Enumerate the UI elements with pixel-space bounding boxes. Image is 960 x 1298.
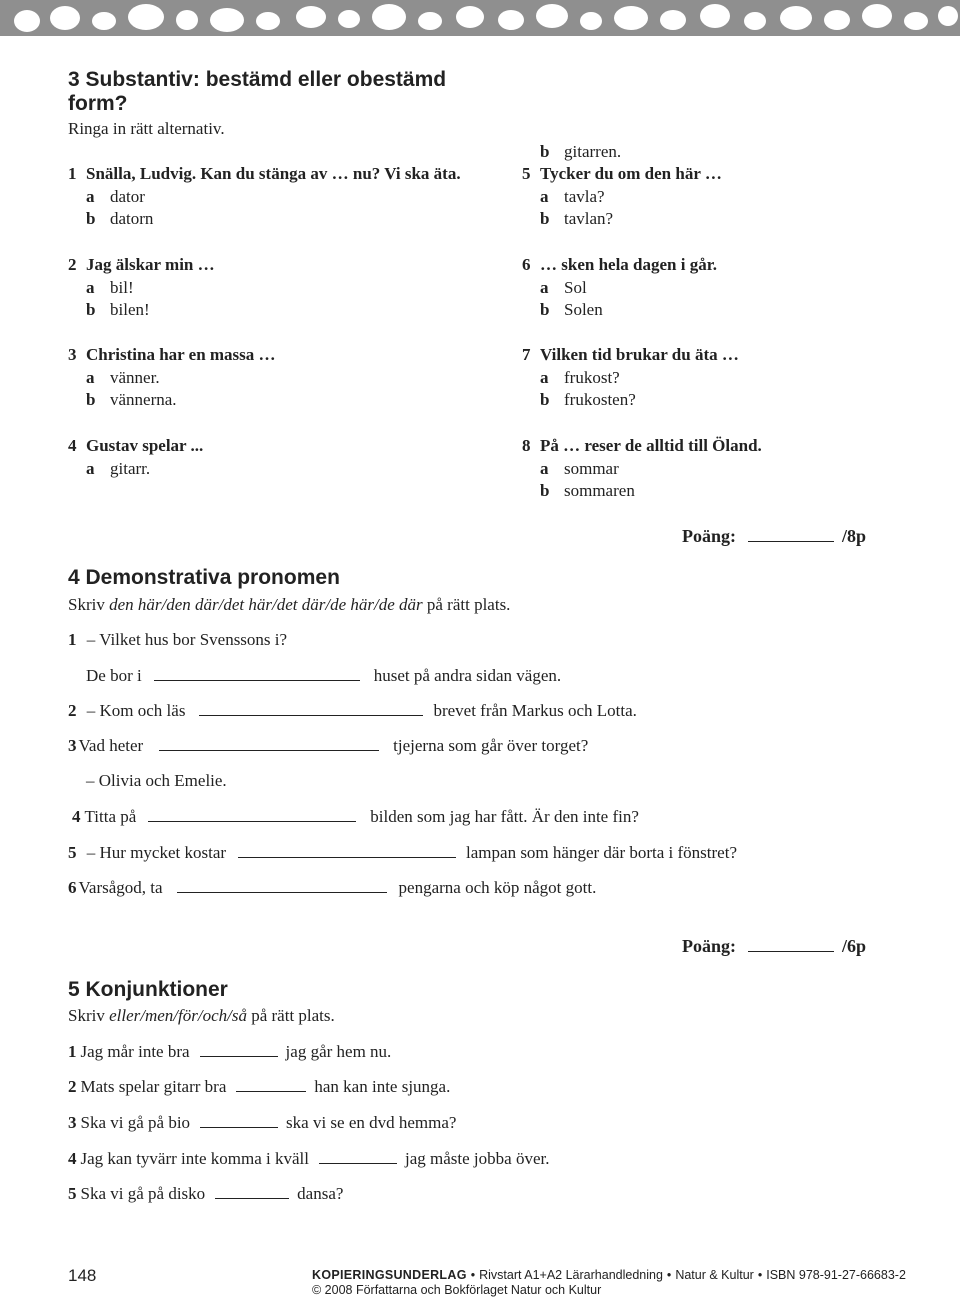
pebble-decoration (660, 10, 686, 30)
section3-heading: 3 Substantiv: bestämd eller obestämd (68, 68, 447, 91)
section4-instruction (68, 595, 510, 615)
item-text: bilden som jag har fått. Är den inte fin? (370, 807, 639, 826)
item-question: Snälla, Ludvig. Kan du stänga av … nu? Vi ska äta. (86, 164, 461, 183)
item-text: De bor i (86, 666, 142, 685)
instruction-text: Skriv (68, 595, 110, 614)
instruction-text: på rätt plats. (422, 595, 511, 614)
pebble-decoration (904, 12, 928, 30)
exercise-item (68, 630, 287, 650)
option-letter: b (540, 142, 550, 161)
pebble-decoration (456, 6, 484, 28)
pebble-decoration (14, 10, 40, 32)
item-text: – Hur mycket kostar (86, 843, 227, 862)
pebble-decoration (580, 12, 602, 30)
option-letter: b (540, 300, 550, 319)
item-number: 3 (68, 345, 77, 364)
item-text: lampan som hänger där borta i fönstret? (466, 843, 737, 862)
option-b[interactable]: frukosten? (564, 390, 636, 409)
score-box (682, 936, 866, 957)
item-number: 1 (68, 1042, 77, 1061)
footer-publisher: Natur & Kultur (675, 1268, 754, 1282)
item-number: 3 (68, 1113, 77, 1132)
answer-blank[interactable] (159, 736, 379, 751)
instruction-options: den här/den där/det här/det där/de här/de där (109, 595, 423, 614)
pebble-decoration (256, 12, 280, 30)
instruction-text: på rätt plats. (246, 1006, 335, 1025)
item-text: tjejerna som går över torget? (393, 736, 589, 755)
pebble-decoration (614, 6, 648, 30)
pebble-decoration (744, 12, 766, 30)
score-field[interactable] (748, 527, 834, 542)
item-number: 6 (68, 878, 77, 897)
exercise-item (68, 1184, 343, 1204)
item-number: 7 (522, 345, 531, 364)
footer-book: Rivstart A1+A2 Lärarhandledning (479, 1268, 663, 1282)
item-text: Titta på (84, 807, 137, 826)
exercise-item (68, 1042, 391, 1062)
item-number: 2 (68, 255, 77, 274)
item-question: Vilken tid brukar du äta … (540, 345, 739, 364)
item-question: … sken hela dagen i går. (540, 255, 717, 274)
item-text: Vad heter (78, 736, 144, 755)
item-number: 5 (68, 843, 77, 862)
answer-blank[interactable] (238, 843, 456, 858)
answer-blank[interactable] (177, 878, 387, 893)
pebble-decoration (780, 6, 812, 30)
score-field[interactable] (748, 937, 834, 952)
item-number: 4 (72, 807, 81, 826)
pebble-decoration (938, 6, 958, 26)
item-number: 4 (68, 436, 77, 455)
instruction-options: eller/men/för/och/så (109, 1006, 247, 1025)
item-number: 1 (68, 164, 77, 183)
option-b[interactable]: sommaren (564, 481, 635, 500)
option-letter: a (540, 459, 549, 478)
footer-isbn: ISBN 978-91-27-66683-2 (766, 1268, 906, 1282)
exercise-item (68, 1077, 450, 1097)
exercise-item (68, 701, 637, 721)
item-text: ska vi se en dvd hemma? (286, 1113, 457, 1132)
option-a[interactable]: dator (110, 187, 145, 206)
answer-blank[interactable] (200, 1042, 278, 1057)
option-letter: b (86, 209, 96, 228)
section3-instruction: Ringa in rätt alternativ. (68, 119, 225, 138)
pebble-decoration (176, 10, 198, 30)
option-a[interactable]: frukost? (564, 368, 620, 387)
item-number: 5 (522, 164, 531, 183)
section5-instruction (68, 1006, 335, 1026)
answer-blank[interactable] (236, 1077, 306, 1092)
item-question: Tycker du om den här … (540, 164, 722, 183)
exercise-item (68, 1113, 456, 1133)
option-a[interactable]: tavla? (564, 187, 605, 206)
answer-blank[interactable] (148, 807, 356, 822)
option-a[interactable]: sommar (564, 459, 619, 478)
pebble-decoration (418, 12, 442, 30)
pebble-decoration (92, 12, 116, 30)
answer-blank[interactable] (319, 1149, 397, 1164)
item-number: 1 (68, 630, 77, 649)
score-label: Poäng: (682, 526, 736, 546)
item-number: 2 (68, 701, 77, 720)
item-text: Varsågod, ta (78, 878, 163, 897)
option-letter: b (540, 209, 550, 228)
exercise-item (72, 807, 639, 827)
option-letter: a (86, 278, 95, 297)
section4-heading: 4 Demonstrativa pronomen (68, 566, 340, 589)
score-box (682, 526, 866, 547)
answer-blank[interactable] (200, 1113, 278, 1128)
pebble-decoration (50, 6, 80, 30)
item-number: 6 (522, 255, 531, 274)
answer-blank[interactable] (199, 701, 423, 716)
option-letter: a (86, 368, 95, 387)
pebble-decoration (210, 8, 244, 32)
option-letter: a (540, 187, 549, 206)
section5-heading: 5 Konjunktioner (68, 978, 228, 1001)
option-b[interactable]: gitarren. (564, 142, 622, 161)
pebble-decoration (700, 4, 730, 28)
instruction-text: Skriv (68, 1006, 110, 1025)
pebble-decoration (536, 4, 568, 28)
pebble-decoration (338, 10, 360, 28)
item-number: 2 (68, 1077, 77, 1096)
item-question: Christina har en massa … (86, 345, 276, 364)
pebble-decoration (498, 10, 524, 30)
item-text: dansa? (297, 1184, 344, 1203)
footer-copyright: © 2008 Författarna och Bokförlaget Natur och Kultur (312, 1283, 602, 1297)
option-letter: a (540, 278, 549, 297)
item-question: Gustav spelar ... (86, 436, 204, 455)
score-max: /6p (842, 936, 867, 956)
option-letter: b (86, 300, 96, 319)
item-question: Jag älskar min … (86, 255, 215, 274)
exercise-item (86, 666, 561, 686)
item-text: huset på andra sidan vägen. (373, 666, 562, 685)
section3-heading-cont: form? (68, 92, 128, 115)
pebble-decoration (372, 4, 406, 30)
item-text: brevet från Markus och Lotta. (433, 701, 637, 720)
item-text: Mats spelar gitarr bra (80, 1077, 227, 1096)
item-text: Ska vi gå på bio (80, 1113, 191, 1132)
option-b[interactable]: Solen (564, 300, 603, 319)
option-letter: a (86, 187, 95, 206)
pebble-decoration (862, 4, 892, 28)
exercise-item (68, 736, 588, 756)
exercise-item (68, 843, 737, 863)
item-number: 5 (68, 1184, 77, 1203)
answer-blank[interactable] (154, 666, 360, 681)
item-answer-line: – Olivia och Emelie. (86, 771, 227, 790)
page-number: 148 (68, 1266, 97, 1285)
pebble-decoration (128, 4, 164, 30)
item-text: Jag kan tyvärr inte komma i kväll (80, 1149, 309, 1168)
pebble-decoration (296, 6, 326, 28)
option-letter: a (540, 368, 549, 387)
option-a[interactable]: bil! (110, 278, 134, 297)
header-band (0, 0, 960, 36)
exercise-item (68, 878, 596, 898)
item-text: han kan inte sjunga. (314, 1077, 451, 1096)
item-number: 3 (68, 736, 77, 755)
option-letter: b (540, 390, 550, 409)
option-b[interactable]: tavlan? (564, 209, 614, 228)
item-text: jag går hem nu. (285, 1042, 392, 1061)
option-letter: b (540, 481, 550, 500)
option-letter: a (86, 459, 95, 478)
item-number: 4 (68, 1149, 77, 1168)
option-letter: b (86, 390, 96, 409)
exercise-item (68, 1149, 549, 1169)
item-question: På … reser de alltid till Öland. (540, 436, 762, 455)
option-a[interactable]: Sol (564, 278, 587, 297)
option-a[interactable]: vänner. (110, 368, 160, 387)
score-label: Poäng: (682, 936, 736, 956)
item-text: Jag mår inte bra (80, 1042, 190, 1061)
option-b[interactable]: bilen! (110, 300, 150, 319)
item-text: jag måste jobba över. (405, 1149, 550, 1168)
item-number: 8 (522, 436, 531, 455)
option-a[interactable]: gitarr. (110, 459, 151, 478)
option-b[interactable]: datorn (110, 209, 154, 228)
item-text: pengarna och köp något gott. (398, 878, 597, 897)
pebble-decoration (824, 10, 850, 30)
footer-label: KOPIERINGSUNDERLAG (312, 1268, 467, 1282)
item-text: – Kom och läs (86, 701, 186, 720)
footer-credits: KOPIERINGSUNDERLAG • Rivstart A1+A2 Lärarhandledning • Natur & Kultur • ISBN 978-91-27-66683-2 (312, 1268, 906, 1282)
item-text: Ska vi gå på disko (80, 1184, 206, 1203)
score-max: /8p (842, 526, 867, 546)
item-text: – Vilket hus bor Svenssons i? (86, 630, 288, 649)
answer-blank[interactable] (215, 1184, 289, 1199)
option-b[interactable]: vännerna. (110, 390, 177, 409)
